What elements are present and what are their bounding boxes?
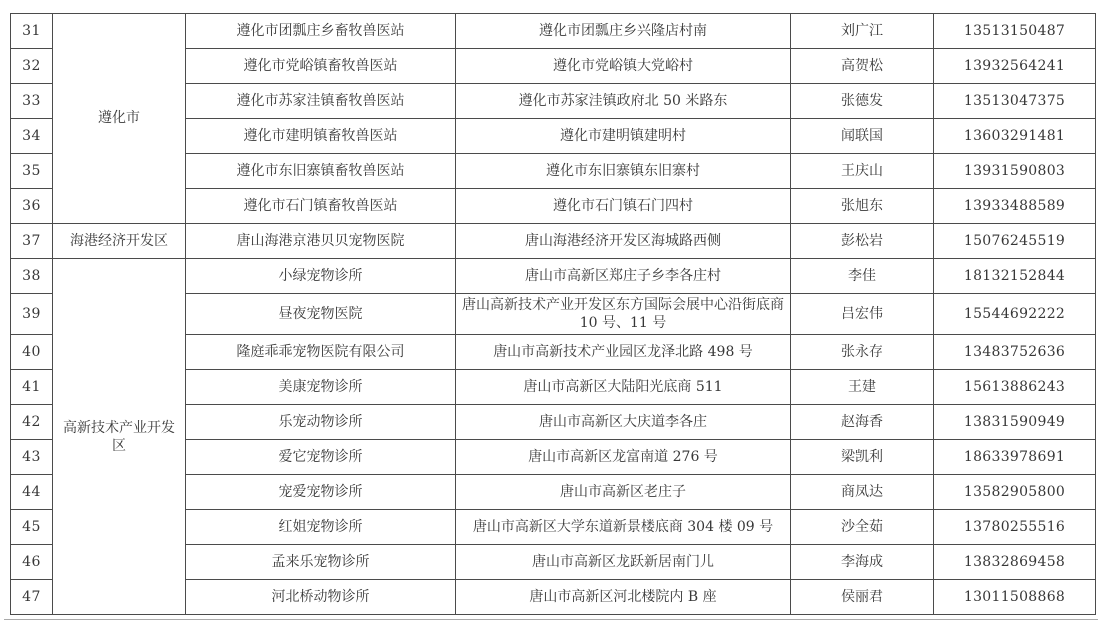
row-number-cell: 32 [11,49,53,84]
station-name-cell: 遵化市建明镇畜牧兽医站 [186,119,456,154]
address-cell: 遵化市建明镇建明村 [456,119,791,154]
table-row [11,224,1096,259]
address-cell: 遵化市团瓢庄乡兴隆店村南 [456,14,791,49]
row-number-cell: 33 [11,84,53,119]
phone-number-cell: 13582905800 [934,475,1096,510]
phone-number-cell: 13011508868 [934,580,1096,615]
phone-number-cell: 18633978691 [934,440,1096,475]
table-row [11,14,1096,49]
contact-person-cell: 沙全茹 [791,510,934,545]
station-name-cell: 遵化市团瓢庄乡畜牧兽医站 [186,14,456,49]
row-number-cell: 36 [11,189,53,224]
station-name-cell: 美康宠物诊所 [186,370,456,405]
address-cell: 唐山市高新区大学东道新景楼底商 304 楼 09 号 [456,510,791,545]
contact-person-cell: 王建 [791,370,934,405]
station-name-cell: 隆庭乖乖宠物医院有限公司 [186,335,456,370]
district-cell: 遵化市 [53,14,186,224]
phone-number-cell: 13780255516 [934,510,1096,545]
phone-number-cell: 13513150487 [934,14,1096,49]
row-number-cell: 43 [11,440,53,475]
address-cell: 唐山市高新区龙跃新居南门儿 [456,545,791,580]
phone-number-cell: 15613886243 [934,370,1096,405]
address-cell: 唐山市高新区大庆道李各庄 [456,405,791,440]
phone-number-cell: 13831590949 [934,405,1096,440]
contact-person-cell: 刘广江 [791,14,934,49]
station-name-cell: 遵化市苏家洼镇畜牧兽医站 [186,84,456,119]
contact-person-cell: 梁凯利 [791,440,934,475]
station-name-cell: 爱它宠物诊所 [186,440,456,475]
address-cell: 唐山市高新区河北楼院内 B 座 [456,580,791,615]
contact-person-cell: 侯丽君 [791,580,934,615]
row-number-cell: 39 [11,294,53,335]
station-name-cell: 河北桥动物诊所 [186,580,456,615]
district-cell: 海港经济开发区 [53,224,186,259]
contact-person-cell: 李海成 [791,545,934,580]
address-cell: 遵化市苏家洼镇政府北 50 米路东 [456,84,791,119]
contact-person-cell: 彭松岩 [791,224,934,259]
station-name-cell: 小绿宠物诊所 [186,259,456,294]
phone-number-cell: 13483752636 [934,335,1096,370]
phone-number-cell: 13513047375 [934,84,1096,119]
station-name-cell: 昼夜宠物医院 [186,294,456,335]
address-cell: 遵化市党峪镇大党峪村 [456,49,791,84]
phone-number-cell: 13931590803 [934,154,1096,189]
phone-number-cell: 13932564241 [934,49,1096,84]
row-number-cell: 37 [11,224,53,259]
station-name-cell: 遵化市东旧寨镇畜牧兽医站 [186,154,456,189]
contact-person-cell: 张旭东 [791,189,934,224]
row-number-cell: 44 [11,475,53,510]
address-cell: 唐山海港经济开发区海城路西侧 [456,224,791,259]
station-name-cell: 遵化市石门镇畜牧兽医站 [186,189,456,224]
contact-person-cell: 商凤达 [791,475,934,510]
station-name-cell: 宠爱宠物诊所 [186,475,456,510]
district-cell: 高新技术产业开发区 [53,259,186,615]
contact-person-cell: 王庆山 [791,154,934,189]
row-number-cell: 45 [11,510,53,545]
address-cell: 遵化市东旧寨镇东旧寨村 [456,154,791,189]
row-number-cell: 41 [11,370,53,405]
address-cell: 唐山市高新区老庄子 [456,475,791,510]
station-name-cell: 唐山海港京港贝贝宠物医院 [186,224,456,259]
phone-number-cell: 15544692222 [934,294,1096,335]
row-number-cell: 38 [11,259,53,294]
address-cell: 唐山高新技术产业开发区东方国际会展中心沿街底商 10 号、11 号 [456,294,791,335]
vet-station-registry-table [10,13,1096,615]
address-cell: 遵化市石门镇石门四村 [456,189,791,224]
address-cell: 唐山市高新区龙富南道 276 号 [456,440,791,475]
row-number-cell: 40 [11,335,53,370]
contact-person-cell: 吕宏伟 [791,294,934,335]
address-cell: 唐山市高新区大陆阳光底商 511 [456,370,791,405]
contact-person-cell: 李佳 [791,259,934,294]
phone-number-cell: 18132152844 [934,259,1096,294]
station-name-cell: 遵化市党峪镇畜牧兽医站 [186,49,456,84]
row-number-cell: 31 [11,14,53,49]
address-cell: 唐山市高新技术产业园区龙泽北路 498 号 [456,335,791,370]
contact-person-cell: 张德发 [791,84,934,119]
row-number-cell: 34 [11,119,53,154]
row-number-cell: 46 [11,545,53,580]
row-number-cell: 42 [11,405,53,440]
address-cell: 唐山市高新区郑庄子乡李各庄村 [456,259,791,294]
table-bottom-divider [4,619,1098,620]
phone-number-cell: 13933488589 [934,189,1096,224]
row-number-cell: 47 [11,580,53,615]
phone-number-cell: 13832869458 [934,545,1096,580]
table-row [11,259,1096,294]
station-name-cell: 孟来乐宠物诊所 [186,545,456,580]
contact-person-cell: 高贺松 [791,49,934,84]
phone-number-cell: 15076245519 [934,224,1096,259]
station-name-cell: 红姐宠物诊所 [186,510,456,545]
station-name-cell: 乐宠动物诊所 [186,405,456,440]
registry-table-container [10,13,1095,615]
contact-person-cell: 张永存 [791,335,934,370]
contact-person-cell: 闻联国 [791,119,934,154]
contact-person-cell: 赵海香 [791,405,934,440]
phone-number-cell: 13603291481 [934,119,1096,154]
row-number-cell: 35 [11,154,53,189]
